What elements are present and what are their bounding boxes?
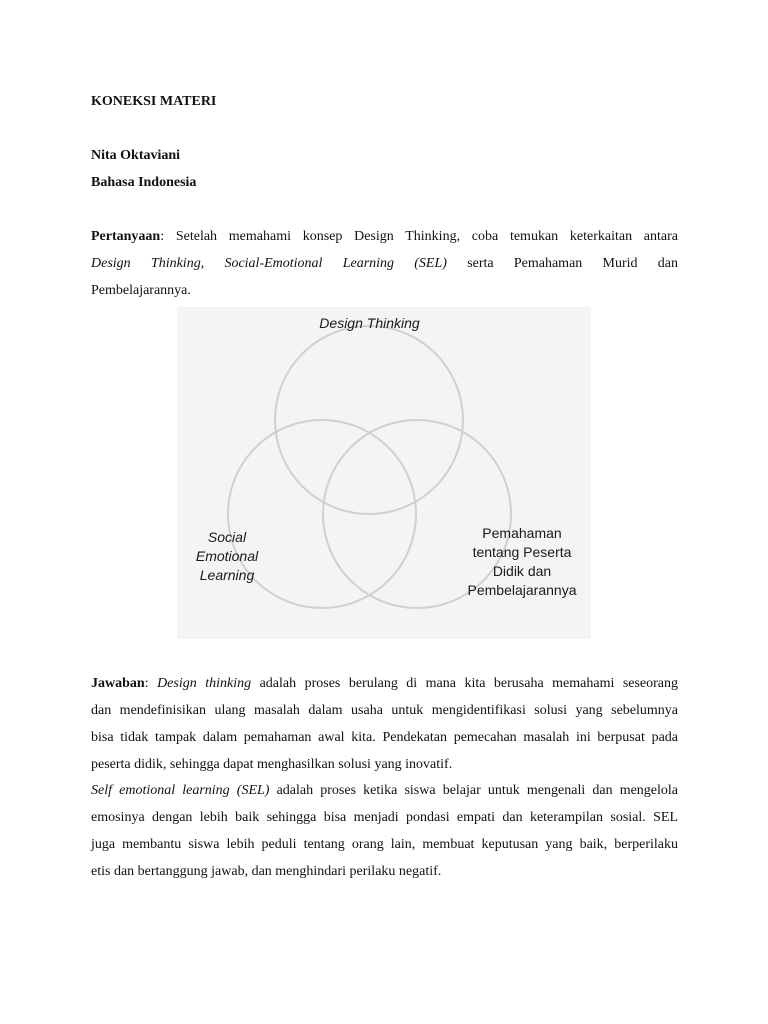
answer-line-4: peserta didik, sehingga dapat menghasilkan solusi yang inovatif. [91,757,453,772]
question-line-1: Pertanyaan: Setelah memahami konsep Design Thinking, coba temukan keterkaitan antara [91,229,679,244]
circle-design-thinking [275,326,463,514]
answer-line-1: Jawaban: Design thinking adalah proses berulang di mana kita berusaha memahami seseorang [91,676,679,691]
question-line-2: Design Thinking, Social-Emotional Learning (SEL) serta Pemahaman Murid dan [91,256,678,271]
answer-line-2: dan mendefinisikan ulang masalah dalam usaha untuk mengidentifikasi solusi yang sebelumnya [91,703,678,718]
label-sel: Social Emotional Learning [195,529,259,583]
label-pemahaman: Pemahaman tentang Peserta Didik dan Pembelajarannya [467,525,577,598]
answer-line-6: emosinya dengan lebih baik sehingga bisa menjadi pondasi empati dan keterampilan sosial. SEL [91,810,678,825]
answer-line-3: bisa tidak tampak dalam pemahaman awal kita. Pendekatan pemecahan masalah ini berpusat pada [91,730,678,745]
answer-line-5: Self emotional learning (SEL) adalah proses ketika siswa belajar untuk mengenali dan mengelola [91,783,679,798]
question-line-3: Pembelajarannya. [91,283,191,298]
question-label: Pertanyaan [91,229,161,244]
answer-line-8: etis dan bertanggung jawab, dan menghindari perilaku negatif. [91,864,442,879]
answer-label: Jawaban [91,676,145,691]
document-title: KONEKSI MATERI [91,94,217,109]
author-name: Nita Oktaviani [91,148,181,163]
answer-line-7: juga membantu siswa lebih peduli tentang orang lain, membuat keputusan yang baik, berperilaku [91,837,678,852]
subject-name: Bahasa Indonesia [91,175,197,190]
venn-diagram [177,307,591,639]
label-design-thinking: Design Thinking [319,315,420,331]
